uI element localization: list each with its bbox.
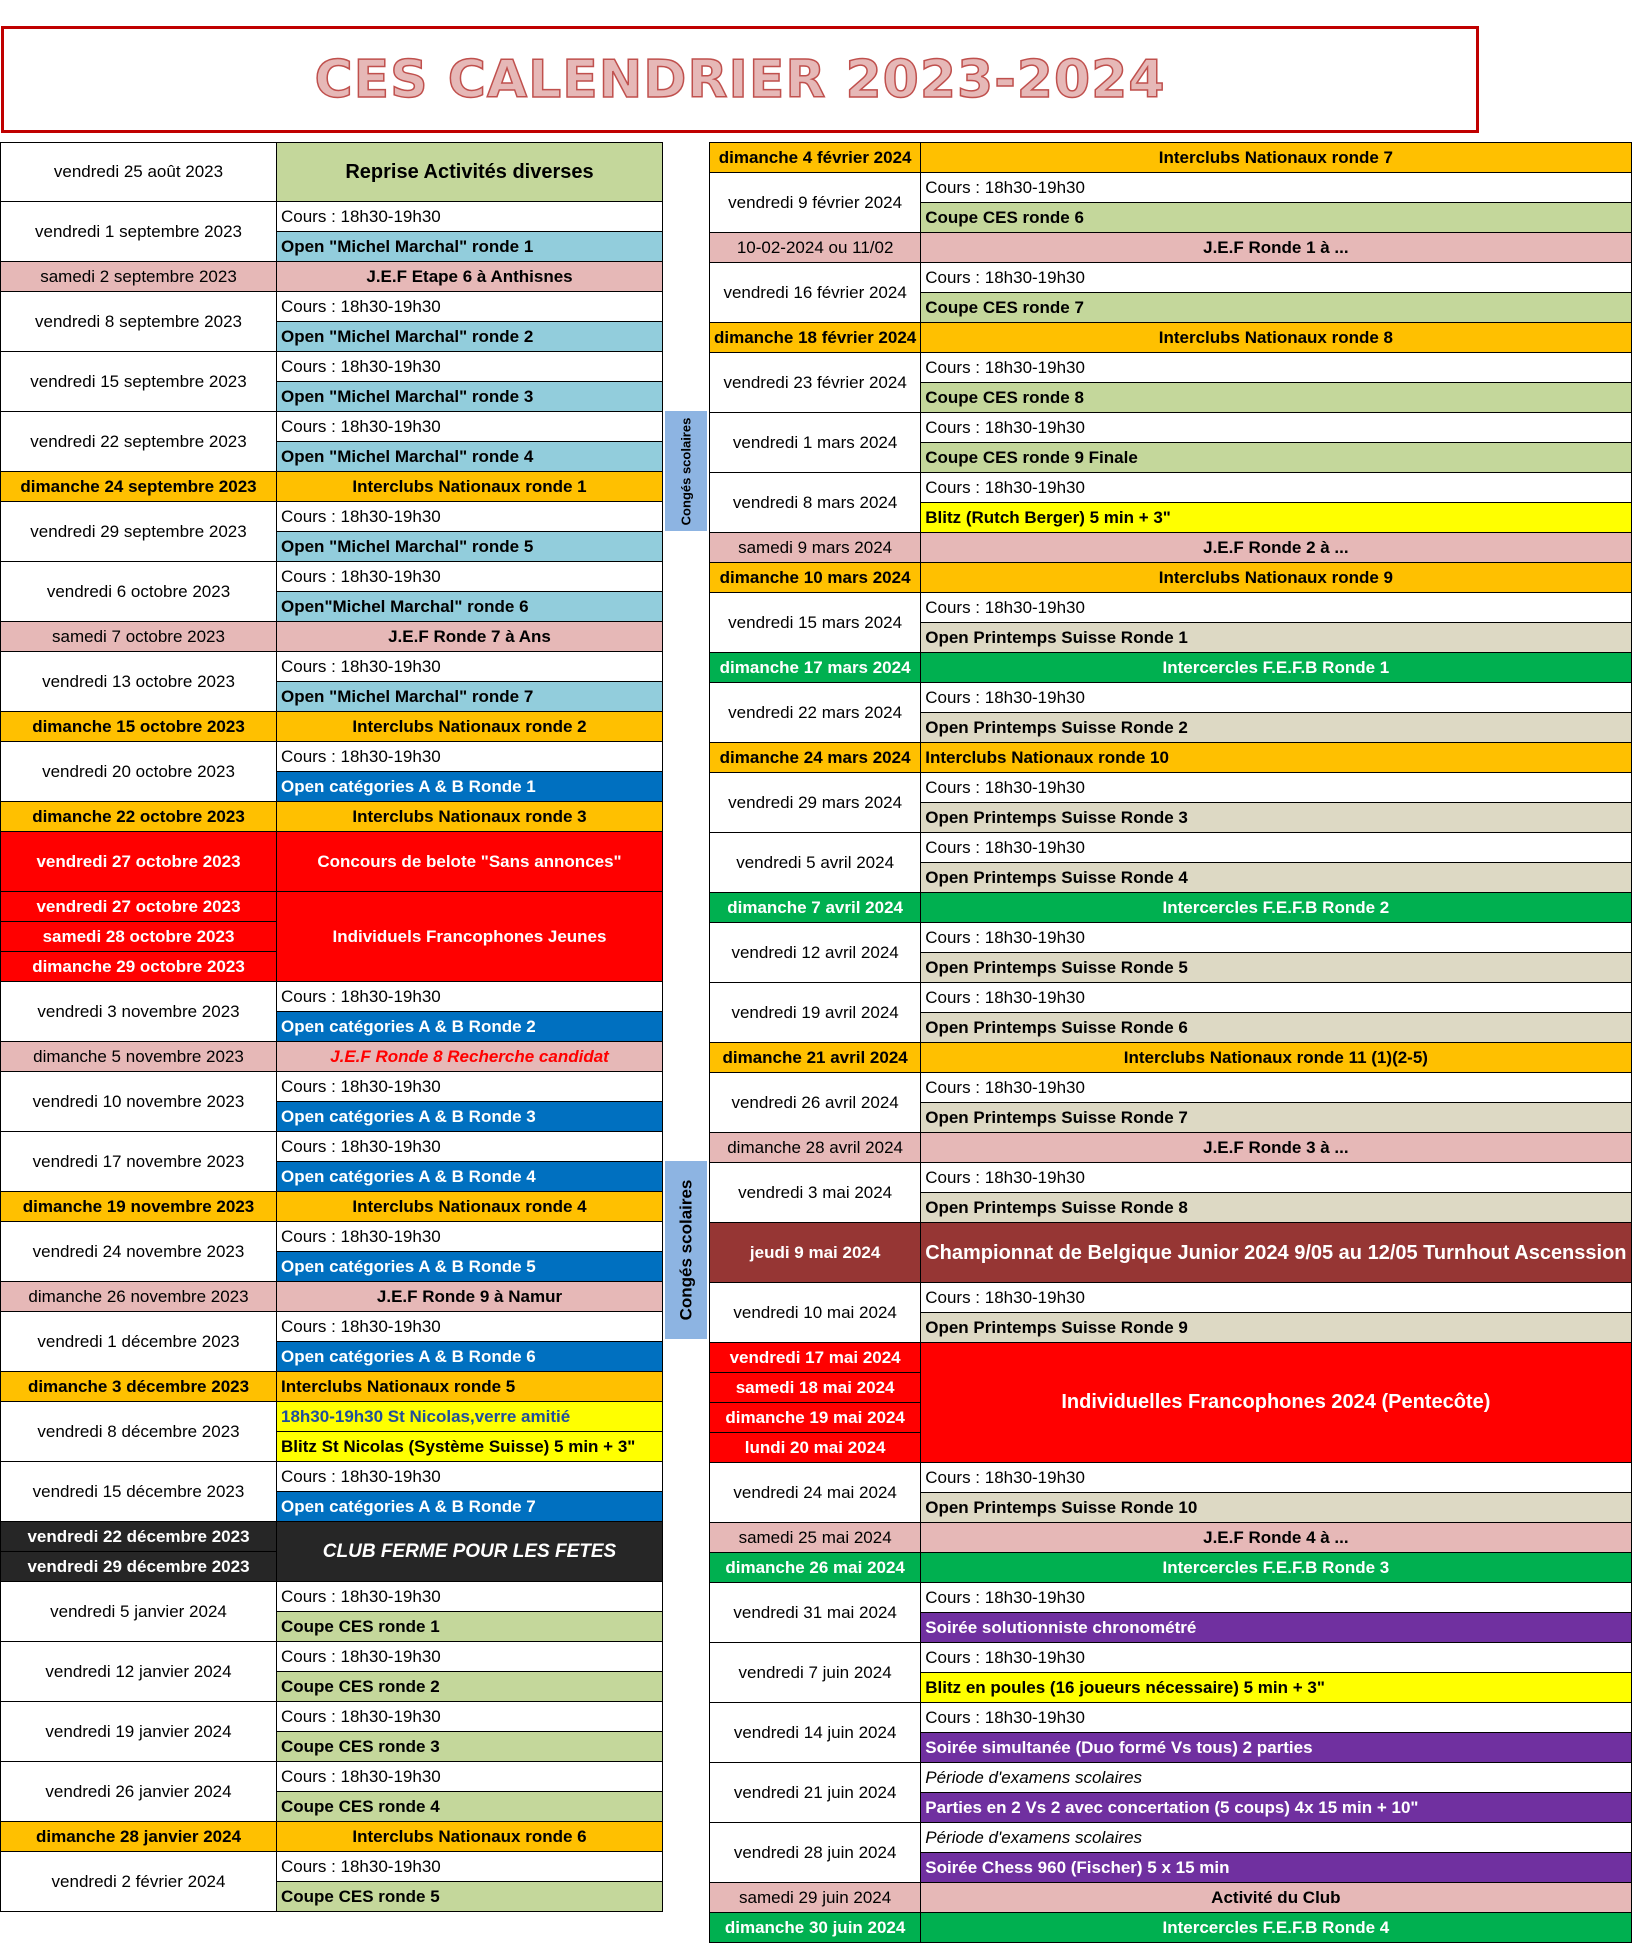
course-label: Cours : 18h30-19h30 <box>921 1283 1631 1313</box>
school-holiday-label <box>665 411 707 531</box>
event-date: dimanche 19 novembre 2023 <box>1 1192 277 1222</box>
table-row <box>1 143 663 202</box>
event-date: vendredi 28 juin 2024 <box>710 1823 921 1883</box>
course-label: Cours : 18h30-19h30 <box>277 412 663 442</box>
course-label: Cours : 18h30-19h30 <box>277 652 663 682</box>
event-date: samedi 9 mars 2024 <box>710 533 921 563</box>
table-row <box>710 593 1632 623</box>
event-label: Open "Michel Marchal" ronde 4 <box>277 442 663 472</box>
school-holiday-text: Congés scolaires <box>678 417 694 525</box>
table-row <box>710 353 1632 383</box>
event-label: Blitz (Rutch Berger) 5 min + 3" <box>921 503 1631 533</box>
event-date: vendredi 27 octobre 2023 <box>1 892 277 922</box>
table-row <box>1 412 663 442</box>
event-date: dimanche 3 décembre 2023 <box>1 1372 277 1402</box>
table-row <box>710 1283 1632 1313</box>
page-title: CES CALENDRIER 2023-2024 <box>314 49 1166 110</box>
event-label: Open "Michel Marchal" ronde 7 <box>277 682 663 712</box>
event-date: vendredi 9 février 2024 <box>710 173 921 233</box>
event-date: vendredi 3 mai 2024 <box>710 1163 921 1223</box>
course-label: Cours : 18h30-19h30 <box>277 1642 663 1672</box>
table-row <box>1 1462 663 1492</box>
event-label: Coupe CES ronde 6 <box>921 203 1631 233</box>
event-date: vendredi 15 septembre 2023 <box>1 352 277 412</box>
event-date: vendredi 5 avril 2024 <box>710 833 921 893</box>
table-row <box>710 1823 1632 1853</box>
table-row <box>710 1343 1632 1373</box>
table-row <box>710 983 1632 1013</box>
table-row <box>1 622 663 652</box>
event-date: vendredi 13 octobre 2023 <box>1 652 277 712</box>
table-row <box>1 1042 663 1072</box>
course-label: Cours : 18h30-19h30 <box>921 1073 1631 1103</box>
event-label: J.E.F Ronde 9 à Namur <box>277 1282 663 1312</box>
course-label: Cours : 18h30-19h30 <box>277 1852 663 1882</box>
event-date: vendredi 29 septembre 2023 <box>1 502 277 562</box>
event-label: Open Printemps Suisse Ronde 8 <box>921 1193 1631 1223</box>
table-row <box>710 323 1632 353</box>
event-date: vendredi 8 septembre 2023 <box>1 292 277 352</box>
event-label: Interclubs Nationaux ronde 1 <box>277 472 663 502</box>
course-label: Cours : 18h30-19h30 <box>921 413 1631 443</box>
event-label: Open"Michel Marchal" ronde 6 <box>277 592 663 622</box>
event-label: Open catégories A & B Ronde 6 <box>277 1342 663 1372</box>
event-label: Coupe CES ronde 9 Finale <box>921 443 1631 473</box>
event-label: Interclubs Nationaux ronde 7 <box>921 143 1631 173</box>
course-label: Cours : 18h30-19h30 <box>921 263 1631 293</box>
event-label: Parties en 2 Vs 2 avec concertation (5 coups) 4x 15 min + 10" <box>921 1793 1631 1823</box>
event-date: vendredi 19 janvier 2024 <box>1 1702 277 1762</box>
course-label: Cours : 18h30-19h30 <box>921 173 1631 203</box>
event-label: J.E.F Ronde 7 à Ans <box>277 622 663 652</box>
event-label: Open "Michel Marchal" ronde 5 <box>277 532 663 562</box>
event-date: vendredi 1 décembre 2023 <box>1 1312 277 1372</box>
course-label: Cours : 18h30-19h30 <box>277 352 663 382</box>
event-date: vendredi 22 septembre 2023 <box>1 412 277 472</box>
event-date: samedi 18 mai 2024 <box>710 1373 921 1403</box>
event-date: dimanche 26 mai 2024 <box>710 1553 921 1583</box>
event-date: dimanche 5 novembre 2023 <box>1 1042 277 1072</box>
table-row <box>1 832 663 892</box>
event-label: Coupe CES ronde 7 <box>921 293 1631 323</box>
event-date: vendredi 26 avril 2024 <box>710 1073 921 1133</box>
school-holiday-text: Congés scolaires <box>676 1179 695 1321</box>
event-date: vendredi 2 février 2024 <box>1 1852 277 1912</box>
table-row <box>710 1043 1632 1073</box>
event-label: Open catégories A & B Ronde 7 <box>277 1492 663 1522</box>
table-row <box>1 262 663 292</box>
event-note: 18h30-19h30 St Nicolas,verre amitié <box>277 1402 663 1432</box>
event-label: Open catégories A & B Ronde 2 <box>277 1012 663 1042</box>
table-row <box>1 652 663 682</box>
event-label: J.E.F Ronde 2 à ... <box>921 533 1631 563</box>
event-date: dimanche 18 février 2024 <box>710 323 921 353</box>
event-date: dimanche 15 octobre 2023 <box>1 712 277 742</box>
table-row <box>710 1463 1632 1493</box>
event-label: Interclubs Nationaux ronde 6 <box>277 1822 663 1852</box>
event-date: dimanche 28 avril 2024 <box>710 1133 921 1163</box>
course-label: Cours : 18h30-19h30 <box>921 593 1631 623</box>
event-label: Reprise Activités diverses <box>277 143 663 202</box>
table-row <box>1 472 663 502</box>
course-label: Cours : 18h30-19h30 <box>277 1582 663 1612</box>
event-label: Coupe CES ronde 4 <box>277 1792 663 1822</box>
table-row <box>1 562 663 592</box>
event-date: vendredi 27 octobre 2023 <box>1 832 277 892</box>
table-row <box>1 802 663 832</box>
event-label: Soirée solutionniste chronométré <box>921 1613 1631 1643</box>
course-label: Cours : 18h30-19h30 <box>921 773 1631 803</box>
course-label: Cours : 18h30-19h30 <box>921 1163 1631 1193</box>
course-label: Cours : 18h30-19h30 <box>277 562 663 592</box>
table-row <box>710 1913 1632 1943</box>
event-date: vendredi 23 février 2024 <box>710 353 921 413</box>
event-date: dimanche 19 mai 2024 <box>710 1403 921 1433</box>
event-label: Blitz St Nicolas (Système Suisse) 5 min + 3" <box>277 1432 663 1462</box>
event-date: vendredi 16 février 2024 <box>710 263 921 323</box>
table-row <box>710 833 1632 863</box>
table-row <box>710 743 1632 773</box>
event-label: Soirée simultanée (Duo formé Vs tous) 2 parties <box>921 1733 1631 1763</box>
event-date: vendredi 21 juin 2024 <box>710 1763 921 1823</box>
event-label: Individuelles Francophones 2024 (Pentecôte) <box>921 1343 1631 1463</box>
course-label: Cours : 18h30-19h30 <box>921 983 1631 1013</box>
course-label: Cours : 18h30-19h30 <box>921 923 1631 953</box>
event-label: Intercercles F.E.F.B Ronde 3 <box>921 1553 1631 1583</box>
event-date: vendredi 7 juin 2024 <box>710 1643 921 1703</box>
event-label: Coupe CES ronde 8 <box>921 383 1631 413</box>
table-row <box>710 1163 1632 1193</box>
table-row <box>1 892 663 922</box>
event-label: Interclubs Nationaux ronde 11 (1)(2-5) <box>921 1043 1631 1073</box>
course-label: Cours : 18h30-19h30 <box>277 1132 663 1162</box>
event-label: CLUB FERME POUR LES FETES <box>277 1522 663 1582</box>
event-date: vendredi 12 janvier 2024 <box>1 1642 277 1702</box>
course-label: Cours : 18h30-19h30 <box>921 473 1631 503</box>
event-label: Open Printemps Suisse Ronde 4 <box>921 863 1631 893</box>
event-date: dimanche 4 février 2024 <box>710 143 921 173</box>
event-date: vendredi 29 mars 2024 <box>710 773 921 833</box>
table-row <box>710 653 1632 683</box>
table-row <box>1 1372 663 1402</box>
table-row <box>710 1763 1632 1793</box>
course-label: Cours : 18h30-19h30 <box>277 982 663 1012</box>
table-row <box>1 292 663 322</box>
table-row <box>710 233 1632 263</box>
event-label: Open "Michel Marchal" ronde 3 <box>277 382 663 412</box>
event-date: samedi 29 juin 2024 <box>710 1883 921 1913</box>
course-label: Cours : 18h30-19h30 <box>277 292 663 322</box>
table-row <box>1 1192 663 1222</box>
event-date: samedi 25 mai 2024 <box>710 1523 921 1553</box>
event-label: Coupe CES ronde 3 <box>277 1732 663 1762</box>
event-label: Interclubs Nationaux ronde 4 <box>277 1192 663 1222</box>
table-row <box>710 1073 1632 1103</box>
table-row <box>1 1402 663 1432</box>
course-label: Cours : 18h30-19h30 <box>277 742 663 772</box>
event-label: Activité du Club <box>921 1883 1631 1913</box>
event-label: Open Printemps Suisse Ronde 5 <box>921 953 1631 983</box>
event-date: dimanche 17 mars 2024 <box>710 653 921 683</box>
event-label: Open Printemps Suisse Ronde 7 <box>921 1103 1631 1133</box>
event-label: Open Printemps Suisse Ronde 10 <box>921 1493 1631 1523</box>
calendar-left-table <box>0 142 663 1912</box>
table-row <box>1 982 663 1012</box>
event-label: Open "Michel Marchal" ronde 2 <box>277 322 663 352</box>
event-label: J.E.F Ronde 1 à ... <box>921 233 1631 263</box>
table-row <box>1 352 663 382</box>
event-label: Open catégories A & B Ronde 3 <box>277 1102 663 1132</box>
table-row <box>710 923 1632 953</box>
event-date: vendredi 14 juin 2024 <box>710 1703 921 1763</box>
table-row <box>710 893 1632 923</box>
course-label: Cours : 18h30-19h30 <box>277 1702 663 1732</box>
event-label: Individuels Francophones Jeunes <box>277 892 663 982</box>
event-date: vendredi 8 décembre 2023 <box>1 1402 277 1462</box>
table-row <box>710 413 1632 443</box>
event-date: vendredi 24 mai 2024 <box>710 1463 921 1523</box>
event-date: vendredi 22 décembre 2023 <box>1 1522 277 1552</box>
event-date: vendredi 17 novembre 2023 <box>1 1132 277 1192</box>
course-label: Cours : 18h30-19h30 <box>277 1762 663 1792</box>
event-date: vendredi 19 avril 2024 <box>710 983 921 1043</box>
table-row <box>710 1583 1632 1613</box>
table-row <box>1 1642 663 1672</box>
table-row <box>710 1703 1632 1733</box>
course-label: Cours : 18h30-19h30 <box>921 683 1631 713</box>
event-date: vendredi 1 mars 2024 <box>710 413 921 473</box>
table-row <box>710 533 1632 563</box>
event-label: Open catégories A & B Ronde 1 <box>277 772 663 802</box>
event-date: dimanche 26 novembre 2023 <box>1 1282 277 1312</box>
event-label: J.E.F Ronde 3 à ... <box>921 1133 1631 1163</box>
table-row <box>710 173 1632 203</box>
event-label: Open Printemps Suisse Ronde 1 <box>921 623 1631 653</box>
event-date: dimanche 24 mars 2024 <box>710 743 921 773</box>
table-row <box>1 1582 663 1612</box>
table-row <box>710 773 1632 803</box>
table-row <box>710 563 1632 593</box>
event-date: samedi 28 octobre 2023 <box>1 922 277 952</box>
event-label: Intercercles F.E.F.B Ronde 1 <box>921 653 1631 683</box>
table-row <box>710 263 1632 293</box>
course-label: Période d'examens scolaires <box>921 1823 1631 1853</box>
table-row <box>710 683 1632 713</box>
table-row <box>1 1822 663 1852</box>
event-label: Championnat de Belgique Junior 2024 9/05 au 12/05 Turnhout Ascenssion <box>921 1223 1631 1283</box>
event-date: vendredi 10 novembre 2023 <box>1 1072 277 1132</box>
table-row <box>1 1852 663 1882</box>
event-label: Open Printemps Suisse Ronde 6 <box>921 1013 1631 1043</box>
table-row <box>1 502 663 532</box>
event-label: Coupe CES ronde 2 <box>277 1672 663 1702</box>
table-row <box>710 473 1632 503</box>
event-label: Interclubs Nationaux ronde 2 <box>277 712 663 742</box>
event-label: Open catégories A & B Ronde 4 <box>277 1162 663 1192</box>
event-label: J.E.F Ronde 8 Recherche candidat <box>277 1042 663 1072</box>
event-date: vendredi 29 décembre 2023 <box>1 1552 277 1582</box>
event-date: dimanche 22 octobre 2023 <box>1 802 277 832</box>
event-date: vendredi 10 mai 2024 <box>710 1283 921 1343</box>
event-date: vendredi 22 mars 2024 <box>710 683 921 743</box>
course-label: Cours : 18h30-19h30 <box>277 202 663 232</box>
table-row <box>1 1072 663 1102</box>
event-label: Interclubs Nationaux ronde 5 <box>277 1372 663 1402</box>
school-holiday-label <box>665 1161 707 1339</box>
table-row <box>1 742 663 772</box>
event-date: dimanche 7 avril 2024 <box>710 893 921 923</box>
event-date: vendredi 15 mars 2024 <box>710 593 921 653</box>
event-label: Interclubs Nationaux ronde 8 <box>921 323 1631 353</box>
table-row <box>1 1762 663 1792</box>
event-date: vendredi 31 mai 2024 <box>710 1583 921 1643</box>
table-row <box>1 1312 663 1342</box>
event-label: Interclubs Nationaux ronde 3 <box>277 802 663 832</box>
event-label: Soirée Chess 960 (Fischer) 5 x 15 min <box>921 1853 1631 1883</box>
table-row <box>710 1883 1632 1913</box>
table-row <box>710 1223 1632 1283</box>
event-date: samedi 2 septembre 2023 <box>1 262 277 292</box>
course-label: Cours : 18h30-19h30 <box>277 1072 663 1102</box>
event-date: dimanche 24 septembre 2023 <box>1 472 277 502</box>
event-label: J.E.F Ronde 4 à ... <box>921 1523 1631 1553</box>
course-label: Cours : 18h30-19h30 <box>921 1643 1631 1673</box>
event-date: vendredi 15 décembre 2023 <box>1 1462 277 1522</box>
course-label: Cours : 18h30-19h30 <box>921 353 1631 383</box>
event-date: vendredi 26 janvier 2024 <box>1 1762 277 1822</box>
event-label: J.E.F Etape 6 à Anthisnes <box>277 262 663 292</box>
event-date: dimanche 21 avril 2024 <box>710 1043 921 1073</box>
event-date: vendredi 12 avril 2024 <box>710 923 921 983</box>
event-label: Interclubs Nationaux ronde 10 <box>921 743 1631 773</box>
event-label: Intercercles F.E.F.B Ronde 4 <box>921 1913 1631 1943</box>
event-date: vendredi 6 octobre 2023 <box>1 562 277 622</box>
event-label: Open Printemps Suisse Ronde 3 <box>921 803 1631 833</box>
table-row <box>1 712 663 742</box>
event-label: Open "Michel Marchal" ronde 1 <box>277 232 663 262</box>
course-label: Cours : 18h30-19h30 <box>921 1583 1631 1613</box>
course-label: Cours : 18h30-19h30 <box>921 1463 1631 1493</box>
table-row <box>710 1553 1632 1583</box>
table-row <box>1 1222 663 1252</box>
event-label: Interclubs Nationaux ronde 9 <box>921 563 1631 593</box>
event-date: dimanche 30 juin 2024 <box>710 1913 921 1943</box>
event-date: lundi 20 mai 2024 <box>710 1433 921 1463</box>
event-date: vendredi 1 septembre 2023 <box>1 202 277 262</box>
table-row <box>710 1643 1632 1673</box>
event-label: Coupe CES ronde 1 <box>277 1612 663 1642</box>
table-row <box>1 1282 663 1312</box>
event-date: vendredi 8 mars 2024 <box>710 473 921 533</box>
event-label: Concours de belote "Sans annonces" <box>277 832 663 892</box>
course-label: Cours : 18h30-19h30 <box>277 502 663 532</box>
event-date: vendredi 20 octobre 2023 <box>1 742 277 802</box>
event-date: jeudi 9 mai 2024 <box>710 1223 921 1283</box>
event-label: Open Printemps Suisse Ronde 9 <box>921 1313 1631 1343</box>
course-label: Cours : 18h30-19h30 <box>277 1222 663 1252</box>
course-label: Période d'examens scolaires <box>921 1763 1631 1793</box>
event-date: samedi 7 octobre 2023 <box>1 622 277 652</box>
table-row <box>1 1702 663 1732</box>
course-label: Cours : 18h30-19h30 <box>921 833 1631 863</box>
event-date: vendredi 24 novembre 2023 <box>1 1222 277 1282</box>
table-row <box>1 202 663 232</box>
event-label: Blitz en poules (16 joueurs nécessaire) 5 min + 3" <box>921 1673 1631 1703</box>
table-row <box>1 1522 663 1552</box>
event-label: Intercercles F.E.F.B Ronde 2 <box>921 893 1631 923</box>
table-row <box>710 1133 1632 1163</box>
title-box <box>1 26 1479 133</box>
table-row <box>1 1132 663 1162</box>
event-label: Coupe CES ronde 5 <box>277 1882 663 1912</box>
event-label: Open catégories A & B Ronde 5 <box>277 1252 663 1282</box>
event-date: dimanche 29 octobre 2023 <box>1 952 277 982</box>
course-label: Cours : 18h30-19h30 <box>277 1462 663 1492</box>
event-date: vendredi 3 novembre 2023 <box>1 982 277 1042</box>
event-date: vendredi 17 mai 2024 <box>710 1343 921 1373</box>
event-date: vendredi 25 août 2023 <box>1 143 277 202</box>
table-row <box>710 1523 1632 1553</box>
table-row <box>710 143 1632 173</box>
event-date: dimanche 10 mars 2024 <box>710 563 921 593</box>
calendar-right-table <box>709 142 1632 1943</box>
event-date: vendredi 5 janvier 2024 <box>1 1582 277 1642</box>
course-label: Cours : 18h30-19h30 <box>921 1703 1631 1733</box>
course-label: Cours : 18h30-19h30 <box>277 1312 663 1342</box>
event-date: 10-02-2024 ou 11/02 <box>710 233 921 263</box>
event-date: dimanche 28 janvier 2024 <box>1 1822 277 1852</box>
event-label: Open Printemps Suisse Ronde 2 <box>921 713 1631 743</box>
